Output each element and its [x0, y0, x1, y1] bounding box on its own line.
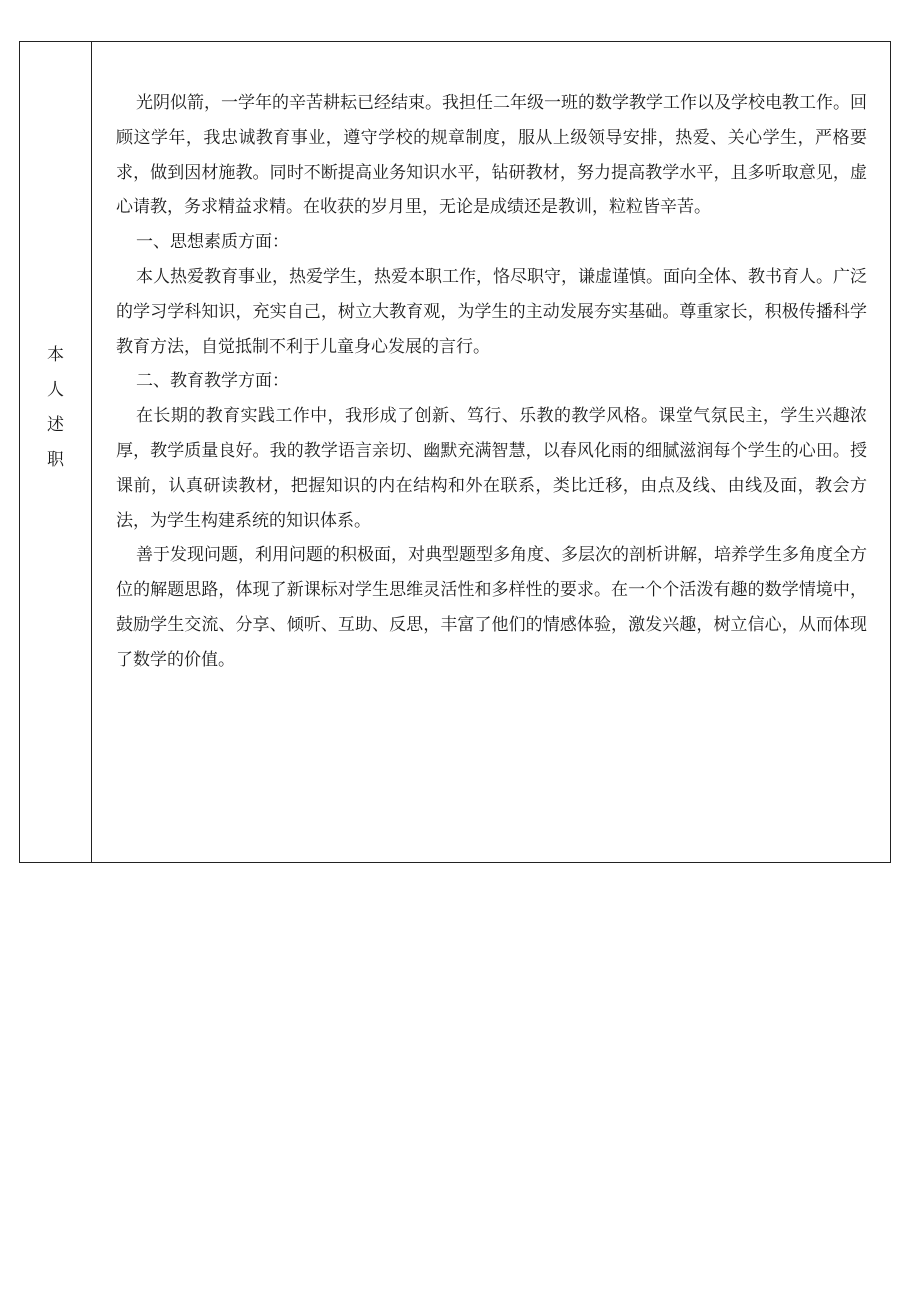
section-heading-teaching: 二、教育教学方面： — [136, 371, 289, 392]
section-label-char: 本 — [47, 345, 64, 365]
self-report-table — [19, 41, 891, 863]
problem-solving-paragraph: 善于发现问题，利用问题的积极面，对典型题型多角度、多层次的剖析讲解，培养学生多角度全方位的解题思路，体现了新课标对学生思维灵活性和多样性的要求。在一个个活泼有趣的数学情境中，鼓励学生交流、分享、倾听、互助、反思，丰富了他们的情感体验，激发兴趣，树立信心，从而体现了数学的价值。 — [116, 545, 867, 670]
report-content-cell — [92, 42, 890, 862]
section-label-char: 述 — [47, 415, 64, 435]
section-label — [20, 347, 91, 487]
section-label-char: 职 — [47, 450, 64, 470]
section-label-cell — [20, 42, 92, 862]
teaching-paragraph: 在长期的教育实践工作中，我形成了创新、笃行、乐教的教学风格。课堂气氛民主，学生兴趣浓厚，教学质量良好。我的教学语言亲切、幽默充满智慧，以春风化雨的细腻滋润每个学生的心田。授课前，认真研读教材，把握知识的内在结构和外在联系，类比迁移，由点及线、由线及面，教会方法，为学生构建系统的知识体系。 — [116, 406, 867, 531]
intro-paragraph: 光阴似箭，一学年的辛苦耕耘已经结束。我担任二年级一班的数学教学工作以及学校电教工作。回顾这学年，我忠诚教育事业，遵守学校的规章制度，服从上级领导安排，热爱、关心学生，严格要求，做到因材施教。同时不断提高业务知识水平，钻研教材，努力提高教学水平，且多听取意见，虚心请教，务求精益求精。在收获的岁月里，无论是成绩还是教训，粒粒皆辛苦。 — [116, 93, 867, 218]
section-heading-ideology: 一、思想素质方面： — [136, 232, 289, 253]
section-label-char: 人 — [47, 380, 64, 400]
ideology-paragraph: 本人热爱教育事业，热爱学生，热爱本职工作，恪尽职守，谦虚谨慎。面向全体、教书育人。广泛的学习学科知识，充实自己，树立大教育观，为学生的主动发展夯实基础。尊重家长，积极传播科学教育方法，自觉抵制不利于儿童身心发展的言行。 — [116, 266, 867, 357]
